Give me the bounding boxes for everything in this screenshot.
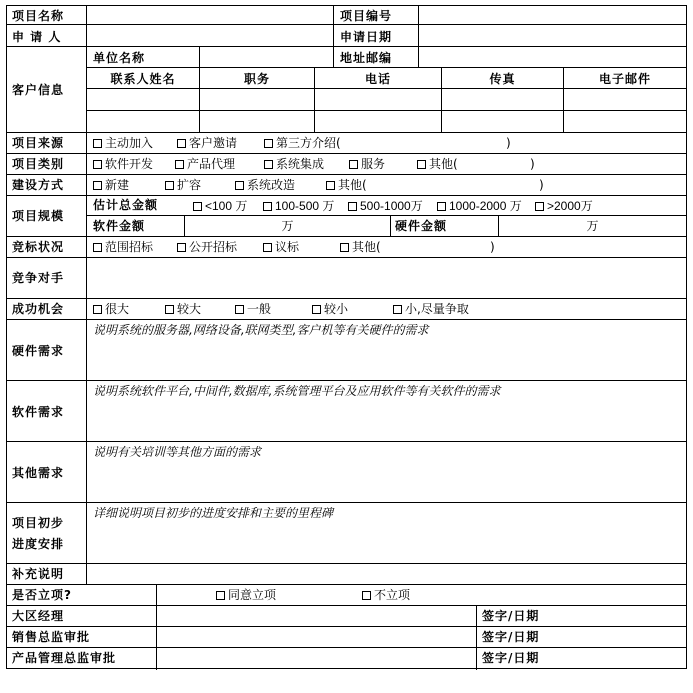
- checkbox-icon: [216, 591, 225, 600]
- unit-name-label: 单位名称: [93, 51, 146, 65]
- checkbox-icon: [263, 243, 272, 252]
- checkbox-icon: [437, 202, 446, 211]
- checkbox-icon: [177, 243, 186, 252]
- signoff-product-label: 产品管理总监审批: [12, 651, 117, 665]
- schedule-label-line1: 项目初步: [12, 516, 65, 530]
- chance-option-high[interactable]: 较大: [165, 302, 201, 316]
- rule: [7, 626, 686, 627]
- other-req-label: 其他需求: [12, 466, 65, 480]
- bidding-label: 竞标状况: [12, 240, 65, 254]
- category-option-software[interactable]: 软件开发: [93, 157, 153, 171]
- bidding-option-public[interactable]: 公开招标: [177, 240, 237, 254]
- rule: [86, 67, 686, 68]
- rule: [7, 298, 686, 299]
- scale-option-lt100[interactable]: <100 万: [193, 199, 247, 213]
- software-amount-label: 软件金额: [93, 219, 146, 233]
- approve-option-no[interactable]: 不立项: [362, 588, 410, 602]
- rule: [86, 110, 686, 111]
- scale-label: 项目规模: [12, 209, 65, 223]
- rule: [7, 46, 686, 47]
- category-option-other[interactable]: 其他(: [417, 157, 458, 171]
- rule: [7, 584, 686, 585]
- software-req-hint: 说明系统软件平台,中间件,数据库,系统管理平台及应用软件等有关软件的需求: [93, 384, 501, 398]
- approve-label: 是否立项?: [12, 588, 72, 602]
- rule: [86, 88, 686, 89]
- rule: [7, 132, 686, 133]
- rule: [390, 215, 391, 236]
- checkbox-icon: [93, 305, 102, 314]
- chance-label: 成功机会: [12, 302, 65, 316]
- contact-email-header: 电子邮件: [598, 72, 651, 86]
- customer-info-label: 客户信息: [12, 83, 65, 97]
- rule: [199, 46, 200, 67]
- rule: [333, 6, 334, 67]
- checkbox-icon: [235, 181, 244, 190]
- scale-option-500-1000[interactable]: 500-1000万: [348, 199, 423, 213]
- software-req-label: 软件需求: [12, 405, 65, 419]
- supplement-label: 补充说明: [12, 567, 65, 581]
- rule: [7, 195, 686, 196]
- contact-name-header: 联系人姓名: [110, 72, 176, 86]
- rule: [7, 236, 686, 237]
- category-option-service[interactable]: 服务: [349, 157, 385, 171]
- build-option-new[interactable]: 新建: [93, 178, 129, 192]
- rule: [7, 24, 686, 25]
- checkbox-icon: [349, 160, 358, 169]
- checkbox-icon: [393, 305, 402, 314]
- source-label: 项目来源: [12, 136, 65, 150]
- build-mode-label: 建设方式: [12, 178, 65, 192]
- signoff-sales-sign: 签字/日期: [482, 630, 540, 644]
- rule: [7, 563, 686, 564]
- hardware-req-label: 硬件需求: [12, 344, 65, 358]
- project-approval-form: [6, 5, 687, 669]
- build-option-retrofit[interactable]: 系统改造: [235, 178, 295, 192]
- rule: [156, 584, 157, 670]
- checkbox-icon: [264, 160, 273, 169]
- schedule-hint: 详细说明项目初步的进度安排和主要的里程碑: [93, 506, 334, 520]
- checkbox-icon: [93, 160, 102, 169]
- apply-date-label: 申请日期: [340, 30, 393, 44]
- checkbox-icon: [165, 305, 174, 314]
- checkbox-icon: [417, 160, 426, 169]
- project-name-label: 项目名称: [12, 9, 65, 23]
- checkbox-icon: [193, 202, 202, 211]
- checkbox-icon: [175, 160, 184, 169]
- rule: [7, 441, 686, 442]
- rule: [7, 174, 686, 175]
- checkbox-icon: [312, 305, 321, 314]
- contact-title-header: 职务: [243, 72, 270, 86]
- signoff-regional-sign: 签字/日期: [482, 609, 540, 623]
- rule: [86, 6, 87, 584]
- rule: [86, 215, 686, 216]
- scale-option-1000-2000[interactable]: 1000-2000 万: [437, 199, 522, 213]
- checkbox-icon: [348, 202, 357, 211]
- rule: [476, 605, 477, 670]
- category-paren-close: ): [530, 157, 535, 171]
- build-option-expand[interactable]: 扩容: [165, 178, 201, 192]
- contact-phone-header: 电话: [364, 72, 391, 86]
- contact-fax-header: 传真: [489, 72, 516, 86]
- hardware-amount-label: 硬件金额: [395, 219, 448, 233]
- category-label: 项目类别: [12, 157, 65, 171]
- hardware-req-hint: 说明系统的服务器,网络设备,联网类型,客户机等有关硬件的需求: [93, 323, 429, 337]
- scale-option-100-500[interactable]: 100-500 万: [263, 199, 334, 213]
- checkbox-icon: [93, 181, 102, 190]
- rule: [7, 647, 686, 648]
- bidding-paren-close: ): [490, 240, 495, 254]
- approve-option-yes[interactable]: 同意立项: [216, 588, 276, 602]
- other-req-hint: 说明有关培训等其他方面的需求: [93, 445, 262, 459]
- bidding-option-other[interactable]: 其他(: [340, 240, 381, 254]
- checkbox-icon: [165, 181, 174, 190]
- hardware-amount-unit: 万: [586, 219, 599, 233]
- checkbox-icon: [93, 243, 102, 252]
- signoff-sales-label: 销售总监审批: [12, 630, 91, 644]
- schedule-label-line2: 进度安排: [12, 537, 65, 551]
- software-amount-unit: 万: [281, 219, 294, 233]
- source-option-active[interactable]: 主动加入: [93, 136, 153, 150]
- signoff-product-sign: 签字/日期: [482, 651, 540, 665]
- estimate-label: 估计总金额: [93, 198, 159, 212]
- checkbox-icon: [177, 139, 186, 148]
- chance-option-low[interactable]: 较小: [312, 302, 348, 316]
- checkbox-icon: [340, 243, 349, 252]
- category-option-integration[interactable]: 系统集成: [264, 157, 324, 171]
- rule: [7, 605, 686, 606]
- checkbox-icon: [93, 139, 102, 148]
- rule: [7, 380, 686, 381]
- signoff-regional-label: 大区经理: [12, 609, 65, 623]
- chance-option-very-low[interactable]: 小,尽量争取: [393, 302, 469, 316]
- source-option-invited[interactable]: 客户邀请: [177, 136, 237, 150]
- address-zip-label: 地址邮编: [340, 51, 393, 65]
- checkbox-icon: [362, 591, 371, 600]
- rule: [7, 319, 686, 320]
- source-paren-close: ): [506, 136, 511, 150]
- project-no-label: 项目编号: [340, 9, 393, 23]
- source-option-third-party[interactable]: 第三方介绍(: [264, 136, 341, 150]
- rule: [7, 502, 686, 503]
- bidding-option-negotiated[interactable]: 议标: [263, 240, 299, 254]
- rule: [7, 257, 686, 258]
- checkbox-icon: [264, 139, 273, 148]
- rule: [7, 153, 686, 154]
- checkbox-icon: [535, 202, 544, 211]
- build-option-other[interactable]: 其他(: [326, 178, 367, 192]
- checkbox-icon: [235, 305, 244, 314]
- competitor-label: 竞争对手: [12, 271, 65, 285]
- chance-option-very-high[interactable]: 很大: [93, 302, 129, 316]
- chance-option-medium[interactable]: 一般: [235, 302, 271, 316]
- checkbox-icon: [326, 181, 335, 190]
- scale-option-gt2000[interactable]: >2000万: [535, 199, 593, 213]
- build-paren-close: ): [539, 178, 544, 192]
- checkbox-icon: [263, 202, 272, 211]
- applicant-label: 申 请 人: [12, 30, 62, 44]
- category-option-agency[interactable]: 产品代理: [175, 157, 235, 171]
- rule: [418, 6, 419, 67]
- bidding-option-range[interactable]: 范围招标: [93, 240, 153, 254]
